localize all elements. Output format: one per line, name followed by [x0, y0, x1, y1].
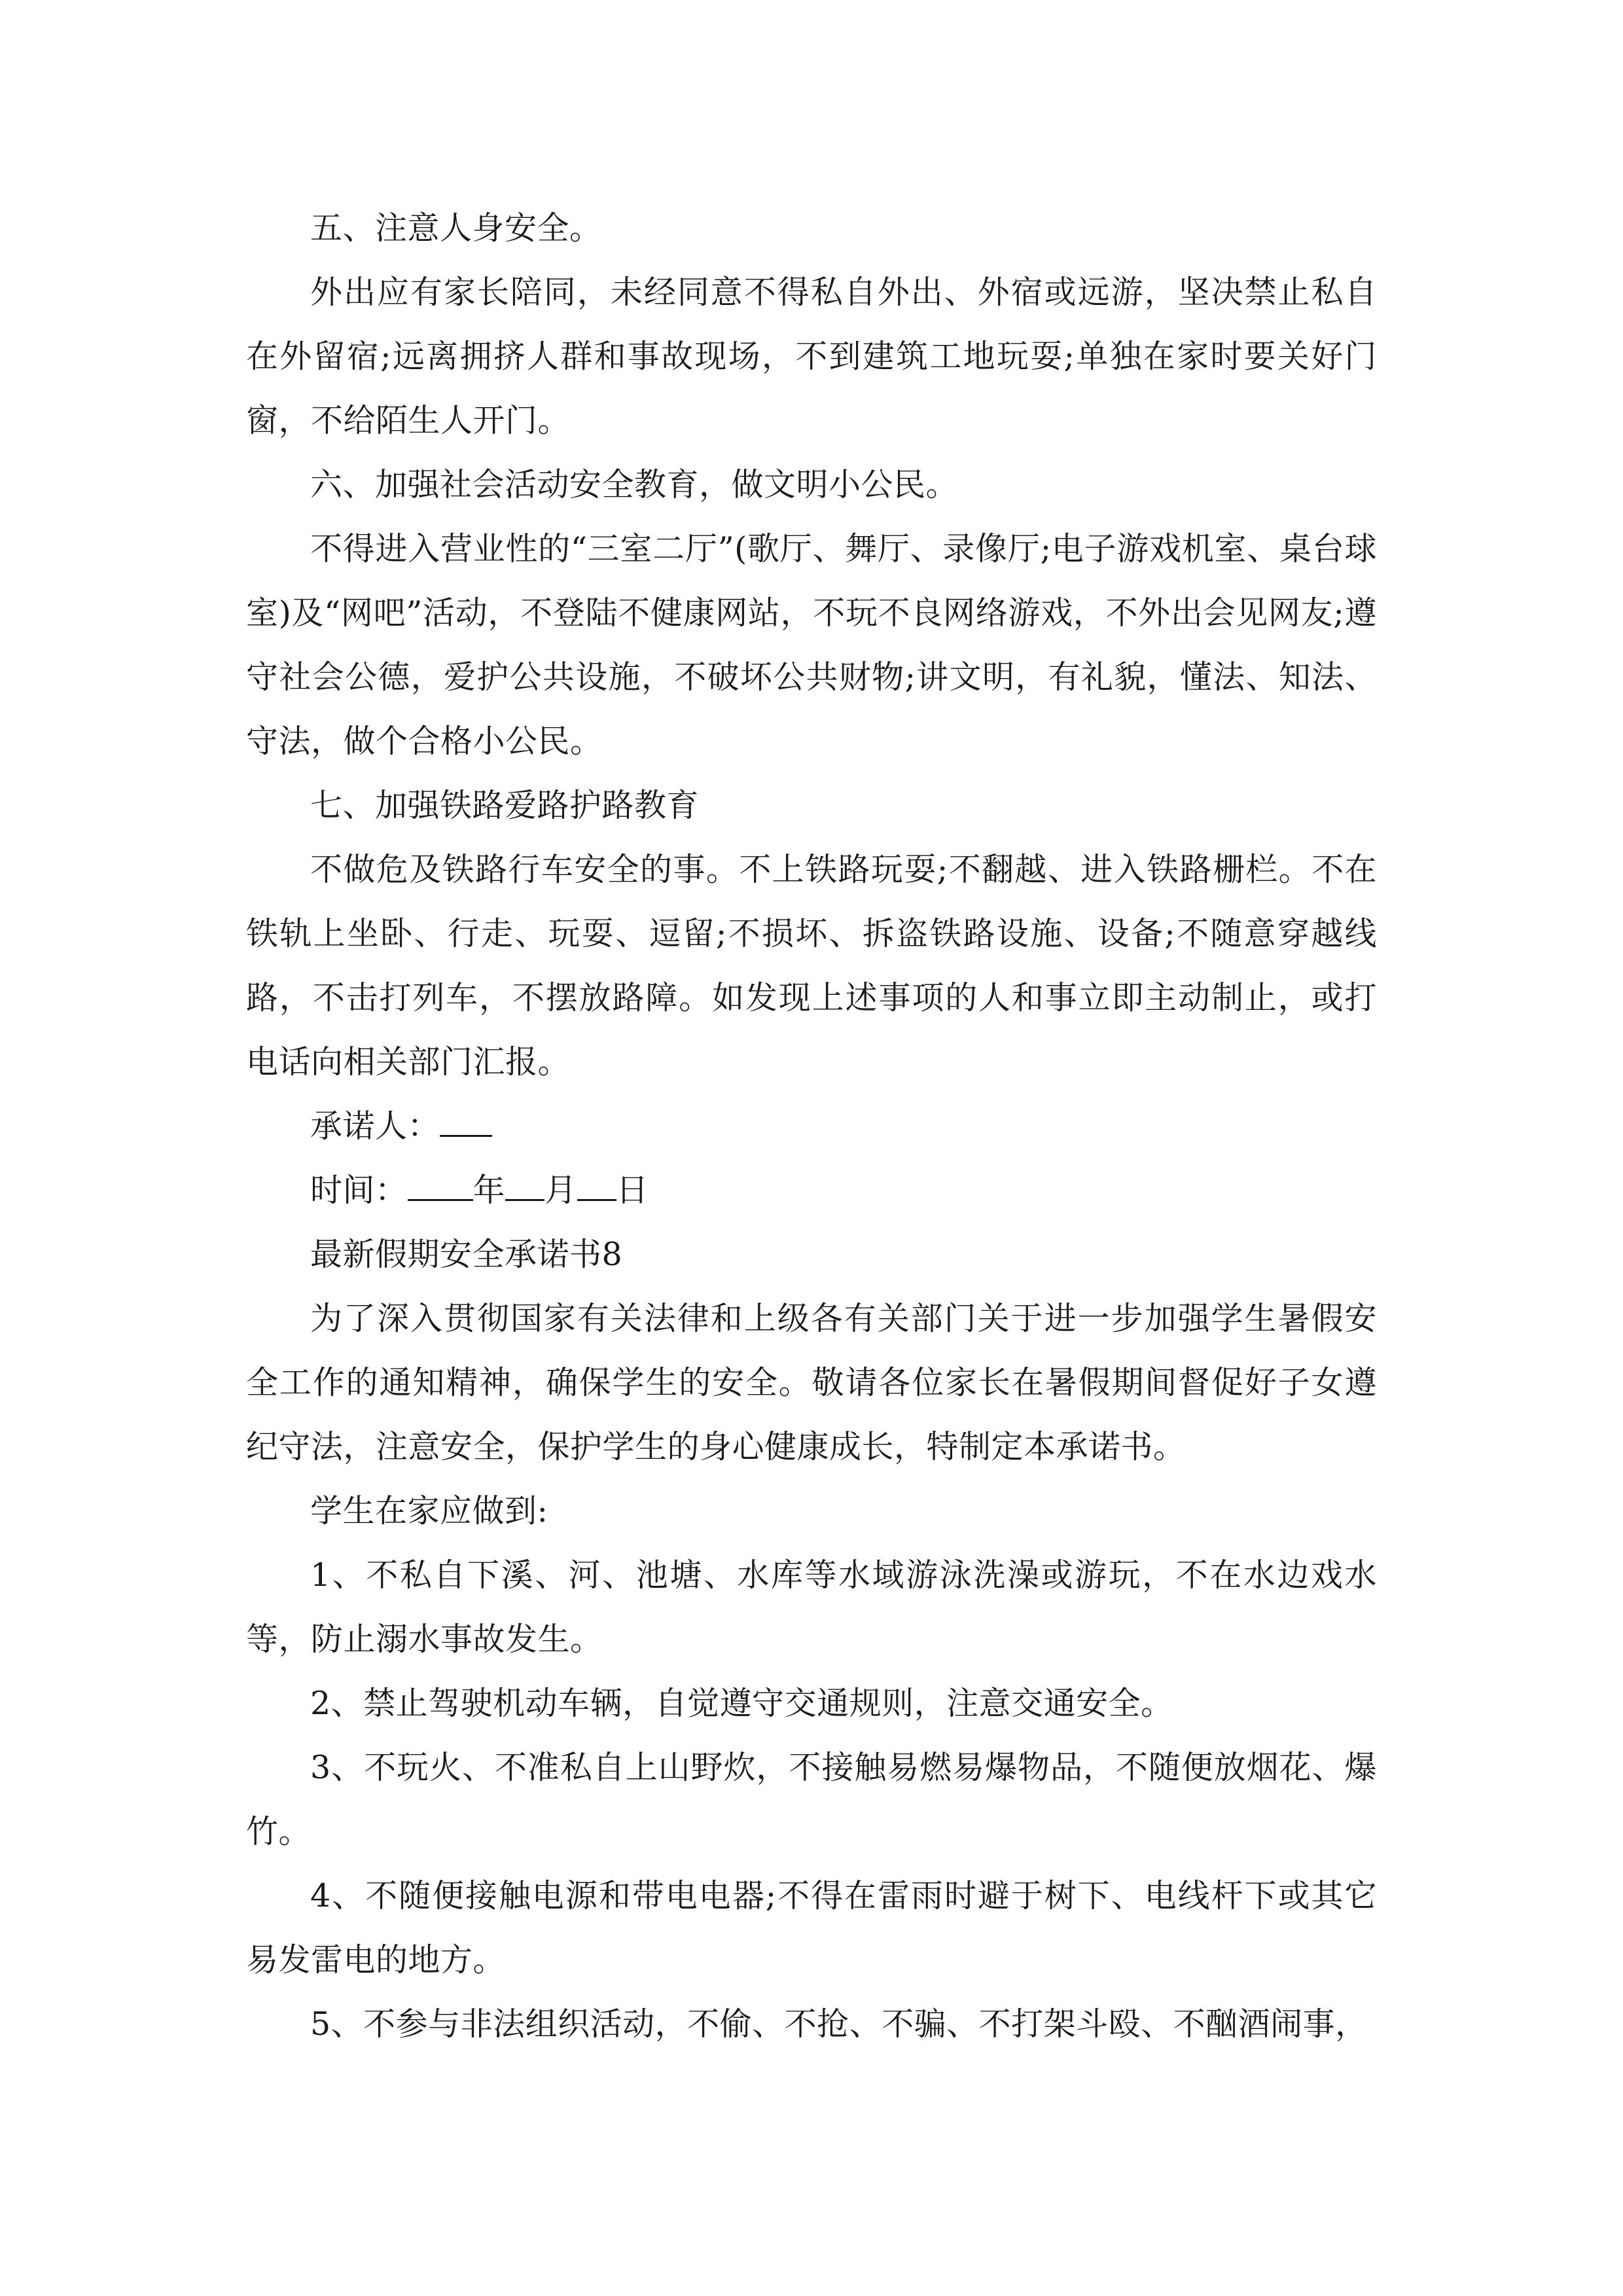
promiser-line	[246, 1094, 1377, 1158]
month-blank	[505, 1170, 544, 1201]
list-item: 3、不玩火、不准私自上山野炊，不接触易燃易爆物品，不随便放烟花、爆竹。	[246, 1749, 1377, 1850]
list-item: 2、禁止驾驶机动车辆，自觉遵守交通规则，注意交通安全。	[310, 1685, 1173, 1722]
paragraph: 外出应有家长陪同，未经同意不得私自外出、外宿或远游，坚决禁止私自在外留宿;远离拥挤人群和事故现场，不到建筑工地玩耍;单独在家时要关好门窗，不给陌生人开门。	[246, 274, 1377, 439]
paragraph: 为了深入贯彻国家有关法律和上级各有关部门关于进一步加强学生暑假安全工作的通知精神，确保学生的安全。敬请各位家长在暑假期间督促好子女遵纪守法，注意安全，保护学生的身心健康成长，特制定本承诺书。	[246, 1300, 1377, 1465]
time-line	[246, 1158, 1377, 1223]
list-item: 1、不私自下溪、河、池塘、水库等水域游泳洗澡或游玩，不在水边戏水等，防止溺水事故发生。	[246, 1556, 1377, 1658]
time-label: 时间：	[310, 1172, 408, 1209]
document-body	[246, 196, 1377, 2056]
section-heading-6: 六、加强社会活动安全教育，做文明小公民。	[310, 466, 959, 503]
promiser-blank	[440, 1106, 492, 1137]
year-label: 年	[473, 1172, 506, 1209]
paragraph: 不做危及铁路行车安全的事。不上铁路玩耍;不翻越、进入铁路栅栏。不在铁轨上坐卧、行走、玩耍、逗留;不损坏、拆盗铁路设施、设备;不随意穿越线路，不击打列车，不摆放路障。如发现上述事项的人和事立即主动制止，或打电话向相关部门汇报。	[246, 851, 1377, 1081]
document-title: 最新假期安全承诺书8	[310, 1236, 623, 1273]
section-heading-7: 七、加强铁路爱路护路教育	[310, 787, 700, 824]
paragraph: 不得进入营业性的“三室二厅”(歌厅、舞厅、录像厅;电子游戏机室、桌台球室)及“网吧”活动，不登陆不健康网站，不玩不良网络游戏，不外出会见网友;遵守社会公德，爱护公共设施，不破坏公共财物;讲文明，有礼貌，懂法、知法、守法，做个合格小公民。	[246, 530, 1377, 760]
promiser-label: 承诺人：	[310, 1107, 440, 1145]
list-intro: 学生在家应做到:	[310, 1492, 548, 1530]
year-blank	[408, 1170, 473, 1201]
section-heading-5: 五、注意人身安全。	[310, 209, 602, 247]
day-blank	[577, 1170, 616, 1201]
list-item: 5、不参与非法组织活动，不偷、不抢、不骗、不打架斗殴、不酗酒闹事，	[310, 2005, 1368, 2043]
month-label: 月	[544, 1172, 577, 1209]
list-item: 4、不随便接触电源和带电电器;不得在雷雨时避于树下、电线杆下或其它易发雷电的地方。	[246, 1877, 1377, 1979]
day-label: 日	[616, 1172, 649, 1209]
